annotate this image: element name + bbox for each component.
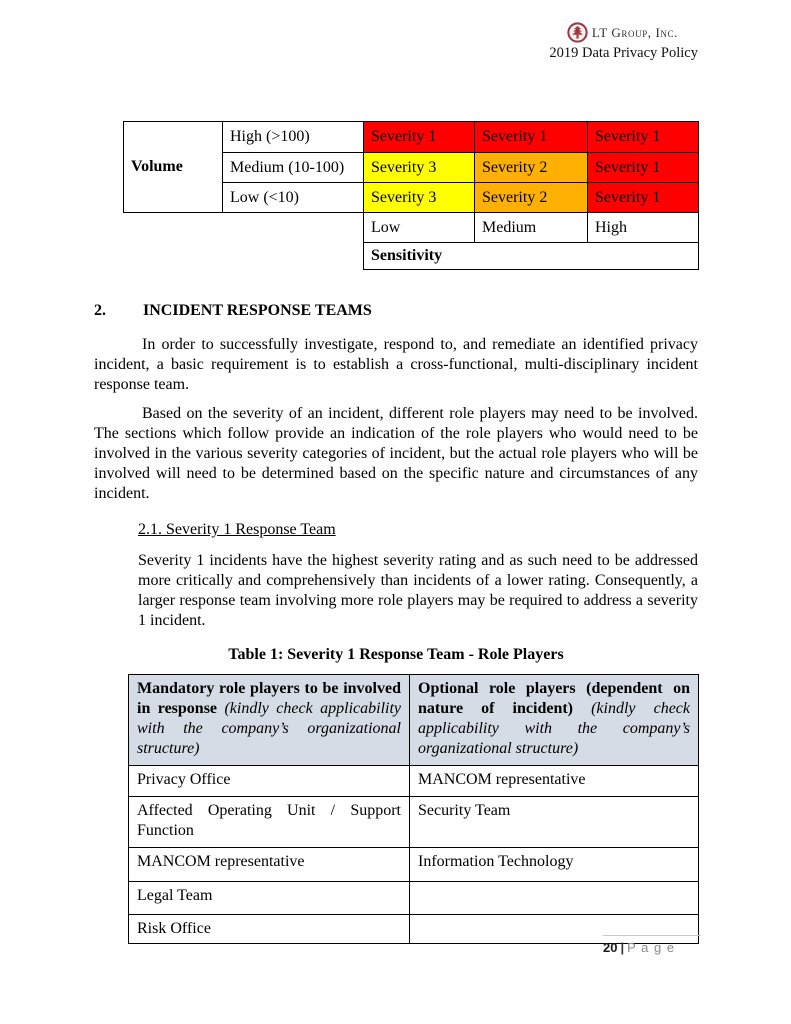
section-heading [94,301,698,321]
matrix-sensitivity-level: Low [364,213,475,243]
matrix-cell: Severity 1 [364,122,475,153]
table-row [129,797,699,848]
table1-cell-mandatory: Affected Operating Unit / Support Function [129,797,410,848]
company-line [549,22,698,43]
section-title: INCIDENT RESPONSE TEAMS [143,302,372,319]
table1-header-optional [410,675,699,766]
table-row [129,882,699,915]
footer-separator: | [620,940,625,955]
matrix-sensitivity-level: Medium [475,213,588,243]
matrix-cell: Severity 3 [364,153,475,183]
table1-cell-mandatory: MANCOM representative [129,848,410,882]
company-name: LT Group, Inc. [591,24,678,40]
section-number: 2. [94,302,106,319]
matrix-cell: Severity 3 [364,183,475,213]
table1-cell-mandatory: Privacy Office [129,766,410,797]
table1-header-mandatory [129,675,410,766]
footer-page-word: P a g e [627,940,676,955]
matrix-sensitivity-level: High [588,213,699,243]
page-footer [603,935,701,955]
table1-cell-optional [410,882,699,915]
lt-group-logo-icon [567,22,588,43]
paragraph: In order to successfully investigate, respond to, and remediate an identified privacy incident, a basic requirement is to establish a cross-functional, multi-disciplinary incident response team. [94,336,698,393]
table1-cell-optional: MANCOM representative [410,766,699,797]
matrix-cell: Severity 1 [588,183,699,213]
matrix-cell: Severity 2 [475,183,588,213]
table1 [128,674,699,944]
document-title: 2019 Data Privacy Policy [549,45,698,61]
table1-cell-optional: Security Team [410,797,699,848]
matrix-cell: Severity 1 [475,122,588,153]
table-row [129,766,699,797]
document-header [549,22,698,62]
table-row [129,848,699,882]
page-number: 20 [603,940,618,955]
severity-matrix [123,121,699,270]
matrix-volume-level: Low (<10) [223,183,364,213]
matrix-cell: Severity 1 [588,153,699,183]
matrix-empty-cell [124,243,364,270]
matrix-volume-label: Volume [124,122,223,213]
table1-caption: Table 1: Severity 1 Response Team - Role Players [228,646,564,663]
table1-header-optional-bold: Optional role players (dependent on nature of incident) [418,680,690,717]
matrix-cell: Severity 2 [475,153,588,183]
matrix-cell: Severity 1 [588,122,699,153]
section-content [94,301,698,944]
matrix-sensitivity-label: Sensitivity [364,243,699,270]
subsection-heading: 2.1. Severity 1 Response Team [138,521,336,538]
table1-header-optional-italic: (kindly check applicability with the company’s organizational structure) [418,700,691,757]
table1-header-mandatory-bold: Mandatory role players to be involved in response [137,680,401,717]
paragraph: Severity 1 incidents have the highest severity rating and as such need to be addressed more critically and comprehensively than incidents of a lower rating. Consequently, a larger response team involving more role players may be required to address a severity 1 incident. [138,552,698,629]
table1-cell-mandatory: Legal Team [129,882,410,915]
matrix-volume-level: Medium (10-100) [223,153,364,183]
paragraph: Based on the severity of an incident, different role players may need to be involved. The sections which follow provide an indication of the role players who would need to be involved in the various severity categories of incident, but the actual role players who will be involved will need to be determined based on the specific nature and circumstances of any incident. [94,405,698,502]
matrix-volume-level: High (>100) [223,122,364,153]
matrix-empty-cell [124,213,364,243]
table1-header-mandatory-italic: (kindly check applicability with the company’s organizational structure) [137,700,401,757]
table1-cell-mandatory: Risk Office [129,915,410,944]
table1-cell-optional: Information Technology [410,848,699,882]
